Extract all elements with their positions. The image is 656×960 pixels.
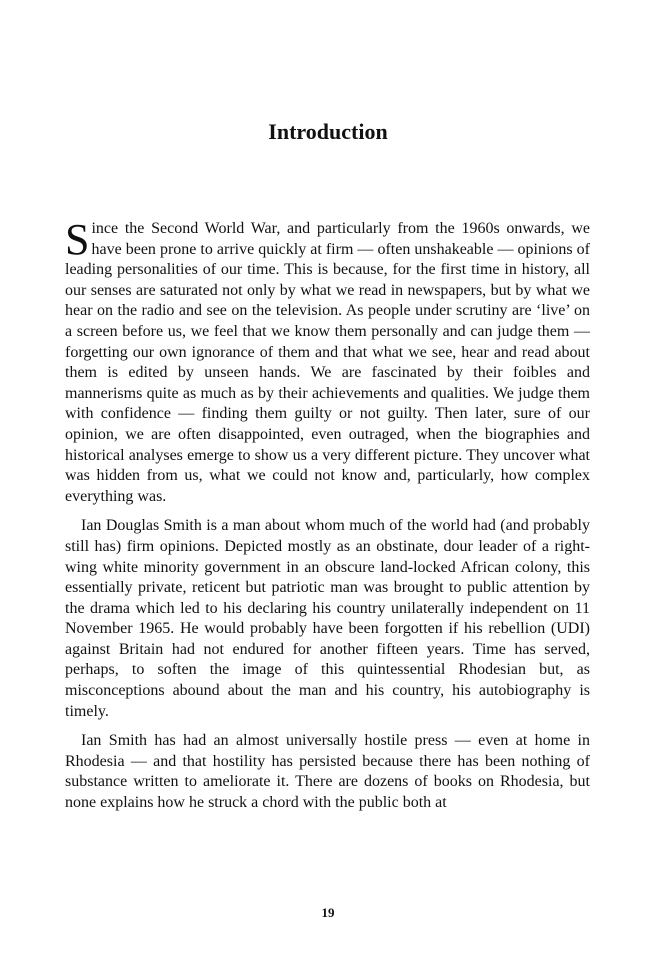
paragraph-1 xyxy=(65,215,590,507)
body-text xyxy=(65,215,590,823)
paragraph-3: Ian Smith has had an almost universally hostile press — even at home in Rhodesia — and that hostility has persisted because there has been nothing of substance written to ameliorate it. There are dozens of books on Rhodesia, but none explains how he struck a chord with the public both at xyxy=(65,732,590,812)
chapter-title: Introduction xyxy=(268,119,388,144)
paragraph-2: Ian Douglas Smith is a man about whom much of the world had (and probably still has) firm opinions. Depicted mostly as an obstinate, dour leader of a right-wing white minority government in an obscure land-locked African colony, this essentially private, reticent but patriotic man was brought to public attention by the drama which led to his declaring his country unilaterally independent on 11 November 1965. He would probably have been forgotten if his rebellion (UDI) against Britain had not endured for another fifteen years. Time has served, perhaps, to soften the image of this quintessential Rhodesian but, as misconceptions abound about the man and his country, his autobiography is timely. xyxy=(65,517,590,720)
drop-cap: S xyxy=(65,215,90,264)
page-number: 19 xyxy=(321,905,335,920)
paragraph-1-text: ince the Second World War, and particularly from the 1960s onwards, we have been prone to arrive quickly at firm — often unshakeable — opinions of leading personalities of our time. This is because, for the first time in history, all our senses are saturated not only by what we read in newspapers, but by what we hear on the radio and see on the television. As people under scrutiny are ‘live’ on a screen before us, we feel that we know them personally and can judge them — forgetting our own ignorance of them and that what we see, hear and read about them is edited by unseen hands. We are fascinated by their foibles and mannerisms quite as much as by their achievements and qualities. We judge them with confidence — finding them guilty or not guilty. Then later, sure of our opinion, we are often disappointed, even outraged, when the biographies and historical analyses emerge to show us a very different picture. They uncover what was hidden from us, what we could not know and, particularly, how complex everything was. xyxy=(65,220,590,505)
